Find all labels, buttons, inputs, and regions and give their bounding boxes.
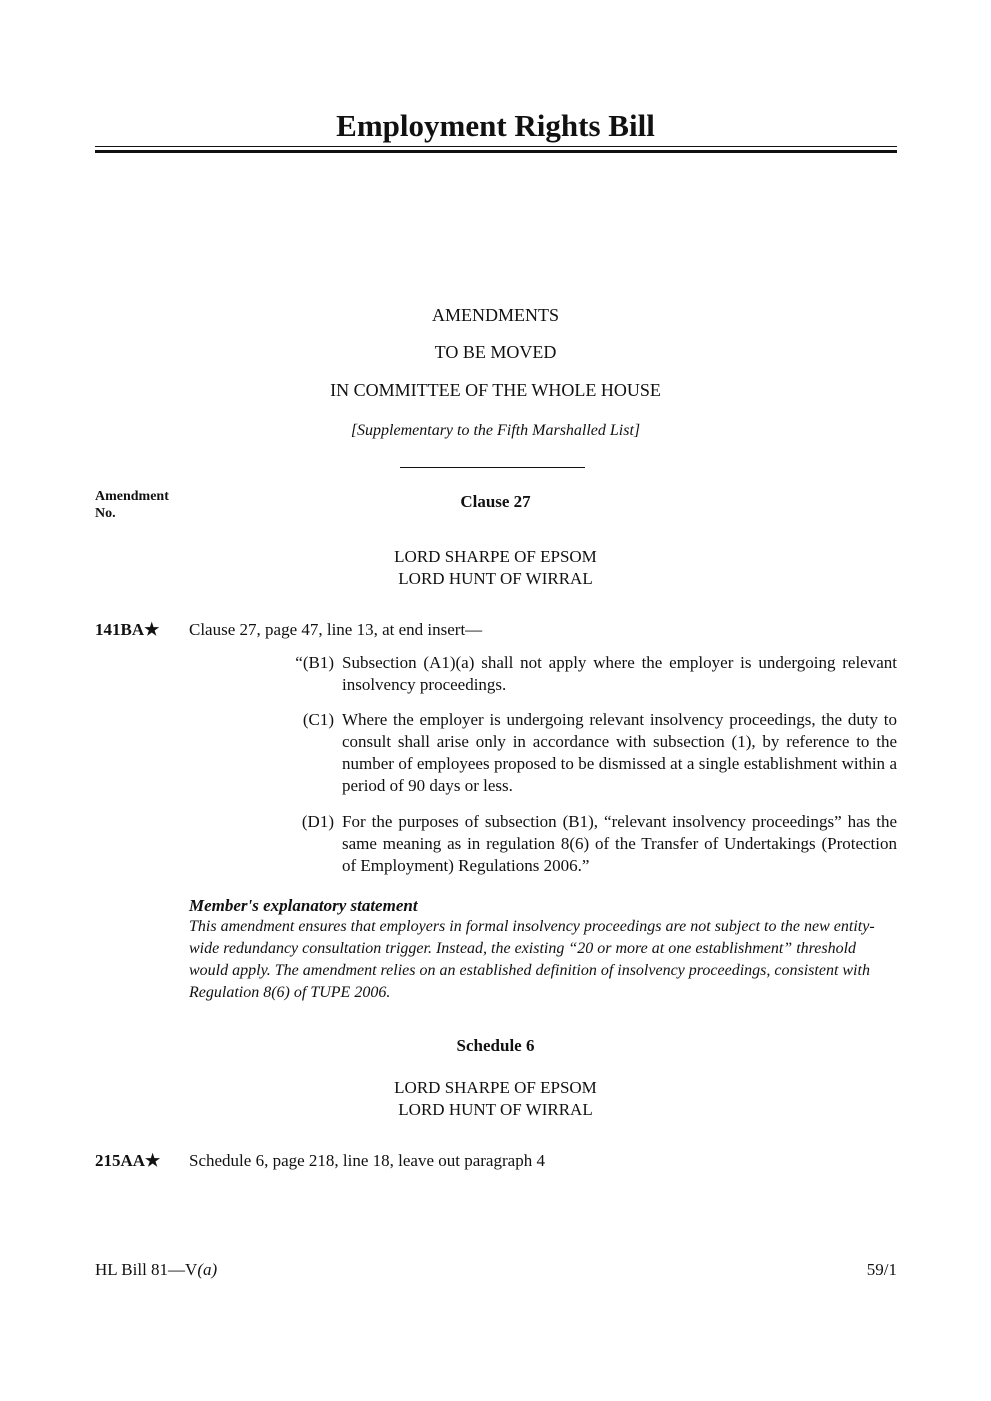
paragraph-text: For the purposes of subsection (B1), “relevant insolvency proceedings” has the same meaning as in regulation 8(6) of the Transfer of Undertakings (Protection of Employment) Regulations 2006.” <box>342 812 897 875</box>
section-heading-clause-27: Clause 27 <box>460 492 531 511</box>
statement-text: This amendment ensures that employers in formal insolvency proceedings are not subject to the new entity-wide redundancy consultation trigger. Instead, the existing “20 or more at one establishment” threshold would apply. The amendment relies on an established definition of insolvency proceedings, consistent with Regulation 8(6) of TUPE 2006. <box>189 918 875 1001</box>
amendment-text: Clause 27, page 47, line 13, at end insert— <box>189 620 483 639</box>
title-rule-thin <box>95 146 897 147</box>
mover: LORD SHARPE OF EPSOM <box>394 1078 597 1097</box>
mover: LORD HUNT OF WIRRAL <box>398 1100 593 1119</box>
amendment-text: Schedule 6, page 218, line 18, leave out paragraph 4 <box>189 1151 545 1170</box>
bill-reference-text: HL Bill 81—V <box>95 1260 198 1279</box>
heading-line-1: AMENDMENTS <box>431 305 559 325</box>
statement-heading: Member's explanatory statement <box>189 896 418 915</box>
amendment-paragraph-b1 <box>250 652 897 696</box>
heading-subtitle: [Supplementary to the Fifth Marshalled List] <box>350 422 641 439</box>
heading-line-3: IN COMMITTEE OF THE WHOLE HOUSE <box>330 380 661 400</box>
mover: LORD SHARPE OF EPSOM <box>394 547 597 566</box>
amendment-no-label-line2: No. <box>95 506 116 521</box>
title-rule-thick <box>95 150 897 153</box>
divider <box>400 467 585 468</box>
paragraph-text: Where the employer is undergoing relevant insolvency proceedings, the duty to consult shall arise only in accordance with subsection (1), by reference to the number of employees proposed to be dismissed at a single establishment within a period of 90 days or less. <box>342 710 897 795</box>
page-reference: 59/1 <box>866 1260 897 1279</box>
bill-reference <box>95 1260 217 1280</box>
mover: LORD HUNT OF WIRRAL <box>398 569 593 588</box>
amendment-number: 215AA★ <box>95 1151 161 1170</box>
paragraph-label: (D1) <box>301 812 334 831</box>
explanatory-statement <box>189 896 897 1004</box>
amendment-number: 141BA★ <box>95 620 160 639</box>
heading-line-2: TO BE MOVED <box>434 342 557 362</box>
amendment-no-label-line1: Amendment <box>95 489 169 504</box>
paragraph-label: “(B1) <box>295 653 334 672</box>
paragraph-text: Subsection (A1)(a) shall not apply where the employer is undergoing relevant insolvency proceedings. <box>342 653 897 694</box>
amendment-paragraph-c1 <box>250 709 897 797</box>
bill-reference-suffix: (a) <box>197 1260 218 1279</box>
section-heading-schedule-6: Schedule 6 <box>456 1036 535 1055</box>
document-title: Employment Rights Bill <box>336 108 655 143</box>
paragraph-label: (C1) <box>302 710 334 729</box>
amendment-paragraph-d1 <box>250 811 897 877</box>
